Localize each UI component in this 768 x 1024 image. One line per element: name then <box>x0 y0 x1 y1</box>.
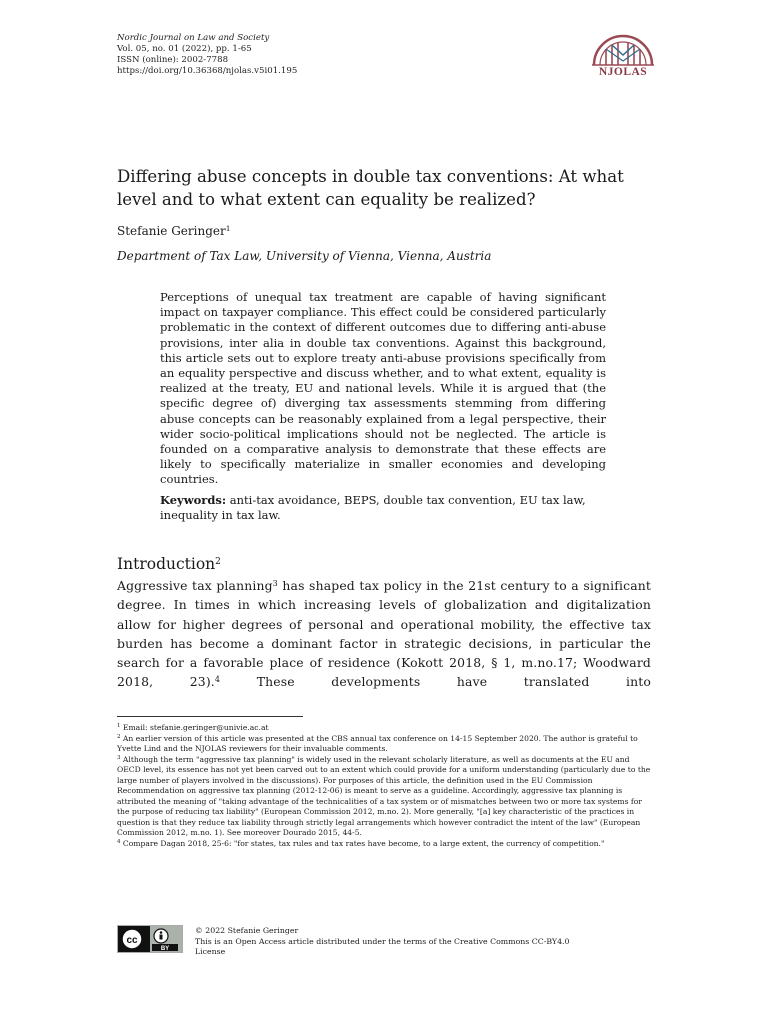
volume-info: Vol. 05, no. 01 (2022), pp. 1-65 <box>117 44 252 54</box>
journal-metadata <box>117 33 297 77</box>
author-name: Stefanie Geringer <box>117 224 226 238</box>
logo-arch-icon <box>588 31 658 67</box>
affiliation: Department of Tax Law, University of Vienna, Vienna, Austria <box>117 249 492 263</box>
footnote-ref-4[interactable]: 4 <box>214 675 221 685</box>
keywords-list: anti-tax avoidance, BEPS, double tax convention, EU tax law, inequality in tax law. <box>160 493 586 523</box>
footnote-3 <box>117 755 651 839</box>
footnote-text: Email: stefanie.geringer@univie.ac.at <box>122 723 269 732</box>
license-statement: This is an Open Access article distributed under the terms of the Creative Commons CC-BY4.0 <box>195 936 570 946</box>
article-title: Differing abuse concepts in double tax conventions: At what level and to what extent can equality be realized? <box>117 167 624 209</box>
issn: ISSN (online): 2002-7788 <box>117 55 229 65</box>
badge-by-text: BY <box>160 946 170 952</box>
author-footnote-ref[interactable]: 1 <box>225 224 231 233</box>
introduction-paragraph <box>117 576 651 692</box>
intro-text-2: has shaped tax policy in the 21st century to a significant degree. In times in which increasing levels of globalization and digitalization allow for higher degrees of personal and operational mobility, the effective tax burden has become a dominant factor in strategic decisions, in particular the search for a favorable place of residence (Kokott 2018, § 1, m.no.17; Woodward 2018, 23). <box>117 578 651 690</box>
doi-link[interactable]: https://doi.org/10.36368/njolas.v5i01.195 <box>117 66 298 76</box>
introduction-heading <box>117 555 221 573</box>
footnote-number: 2 <box>117 733 121 740</box>
njolas-logo <box>588 31 658 81</box>
footnote-4 <box>117 839 651 850</box>
intro-text-1: Aggressive tax planning <box>117 578 273 593</box>
svg-text:cc: cc <box>126 935 138 946</box>
intro-text-3: These developments have translated into <box>220 674 651 690</box>
footnote-1 <box>117 723 651 734</box>
abstract: Perceptions of unequal tax treatment are capable of having significant impact on taxpayer compliance. This effect could be considered particularly problematic in the context of different outcomes due to differing anti-abuse provisions, inter alia in double tax conventions. Against this background, this article sets out to explore treaty anti-abuse provisions specifically from an equality perspective and discuss whether, and to what extent, equality is realized at the treaty, EU and national levels. While it is argued that (the specific degree of) diverging tax assessments stemming from differing abuse concepts can be reasonably explained from a legal perspective, their wider socio-political implications should not be neglected. The article is founded on a comparative analysis to demonstrate that these effects are likely to specifically materialize in smaller economies and developing countries. <box>160 290 606 487</box>
footnotes <box>117 723 651 849</box>
footnote-text: An earlier version of this article was presented at the CBS annual tax conference on 14-15 September 2020. The author is grateful to Yvette Lind and the NJOLAS reviewers for their invaluable comments. <box>117 733 638 753</box>
footnote-2 <box>117 734 651 755</box>
introduction-heading-text: Introduction <box>117 555 216 573</box>
creative-commons-icon <box>118 926 182 952</box>
author-line <box>117 224 231 238</box>
footnote-ref-3[interactable]: 3 <box>272 579 278 588</box>
footnote-text: Compare Dagan 2018, 25-6: "for states, tax rules and tax rates have become, to a large extent, the currency of competition." <box>122 838 605 848</box>
journal-name: Nordic Journal on Law and Society <box>117 33 270 43</box>
cc-by-license-badge[interactable] <box>117 925 183 953</box>
footnote-divider <box>117 716 303 717</box>
license-block <box>195 926 635 958</box>
logo-text: NJOLAS <box>598 66 648 78</box>
keywords-label: Keywords: <box>160 493 227 507</box>
copyright-line: © 2022 Stefanie Geringer <box>195 926 299 935</box>
license-word[interactable]: License <box>195 947 226 957</box>
footnote-number: 1 <box>117 723 121 729</box>
introduction-footnote-ref[interactable]: 2 <box>215 557 221 567</box>
footnote-number: 4 <box>117 838 121 845</box>
keywords <box>160 493 606 523</box>
footnote-number: 3 <box>117 754 121 761</box>
footnote-text: Although the term "aggressive tax planning" is widely used in the relevant scholarly literature, as well as documents at the EU and OECD level, its essence has not yet been carved out to an extent which could provide for a uniform understanding (particularly due to the large number of players involved in the discussions). For purposes of this article, the definition used in the EU Commission Recommendation on aggressive tax planning (2012-12-06) is meant to serve as a guideline. Accordingly, aggressive tax planning is attributed the meaning of "taking advantage of the technicalities of a tax system or of mismatches between two or more tax systems for the purpose of reducing tax liability" (European Commission 2012, m.no. 2). More generally, "[a] key characteristic of the practices in question is that they reduce tax liability through strictly legal arrangements which however contradict the intent of the law" (European Commission 2012, m.no. 1). See moreover Dourado 2015, 44-5. <box>117 754 651 837</box>
